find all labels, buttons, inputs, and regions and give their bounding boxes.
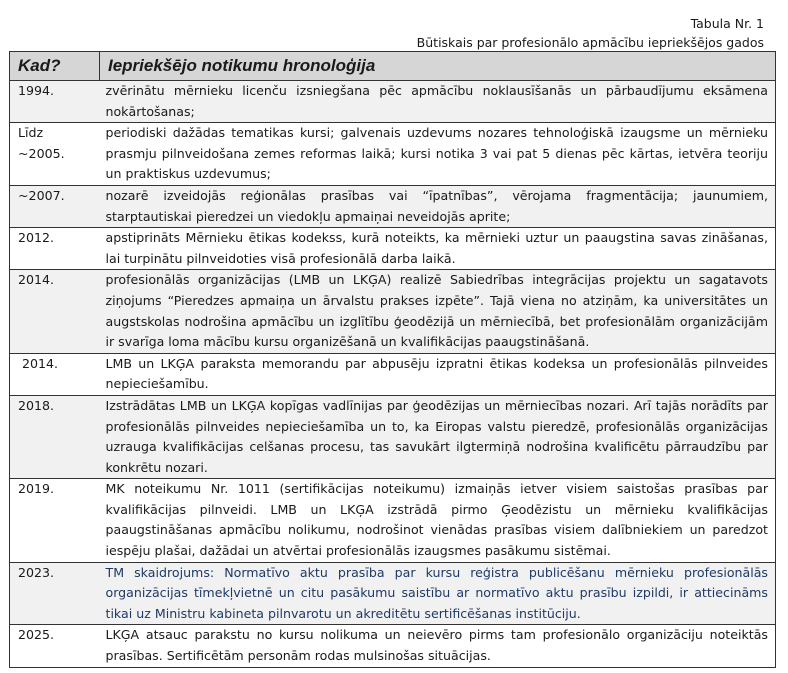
- table-row: [10, 123, 776, 186]
- row-date: 2025.: [10, 625, 100, 667]
- row-date: 2019.: [10, 479, 100, 562]
- table-row: [10, 81, 776, 123]
- row-date: Līdz ~2005.: [10, 123, 100, 186]
- row-text: nozarē izveidojās reģionālas prasības vai “īpatnības”, vērojama fragmentācija; jaunumiem, starptautiskai pieredzei un viedokļu apmaiņai neveidojās aprite;: [100, 185, 776, 227]
- row-text: periodiski dažādas tematikas kursi; galvenais uzdevums nozares tehnoloģiskā izaugsme un mērnieku prasmju pilnveidošana zemes reformas laikā; kursi notika 3 vai pat 5 dienas pēc kārtas, ietvēra teoriju un praktiskus uzdevumus;: [100, 123, 776, 186]
- table-row: [10, 395, 776, 478]
- row-text: zvērinātu mērnieku licenču izsniegšana pēc apmācību noklausīšanās un pārbaudījumu eksāmena nokārtošanas;: [100, 81, 776, 123]
- row-text: LMB un LKĢA paraksta memorandu par abpusēju izpratni ētikas kodeksa un profesionālās pilnveides nepieciešamību.: [100, 353, 776, 395]
- table-row: [10, 625, 776, 667]
- table-row: [10, 185, 776, 227]
- table-caption-title: Tabula Nr. 1: [690, 16, 764, 31]
- table-row: [10, 270, 776, 353]
- column-header-when: Kad?: [10, 52, 100, 81]
- row-text: apstiprināts Mērnieku ētikas kodekss, kurā noteikts, ka mērnieki uztur un paaugstina savas zināšanas, lai turpinātu pilnveidoties visā profesionālā darba laikā.: [100, 228, 776, 270]
- chronology-table: [9, 51, 776, 668]
- table-row: [10, 562, 776, 625]
- table-caption-subtitle: Būtiskais par profesionālo apmācību iepriekšējos gados: [416, 35, 764, 50]
- table-row: [10, 228, 776, 270]
- table-header-row: [10, 52, 776, 81]
- row-date: 2023.: [10, 562, 100, 625]
- row-date: ~2007.: [10, 185, 100, 227]
- row-date: 2018.: [10, 395, 100, 478]
- row-date: 2014.: [10, 270, 100, 353]
- row-date: 2014.: [10, 353, 100, 395]
- row-date: 1994.: [10, 81, 100, 123]
- row-date: 2012.: [10, 228, 100, 270]
- row-text: TM skaidrojums: Normatīvo aktu prasība par kursu reģistra publicēšanu mērnieku profesionālās organizācijas tīmekļvietnē un citu pasākumu saistību ar normatīvo aktu prasību izpildi, ir attiecināms tikai uz Ministru kabineta pilnvarotu un akreditētu sertificēšanas institūciju.: [100, 562, 776, 625]
- row-text: profesionālās organizācijas (LMB un LKĢA) realizē Sabiedrības integrācijas projektu un sagatavots ziņojums “Pieredzes apmaiņa un ārvalstu prakses izpēte”. Tajā viena no atziņām, ka universitātes un augstskolas nodrošina apmācību un izglītību ģeodēzijā un mērniecībā, bet profesionālām organizācijām ir svarīga loma mācību kursu organizēšanā un kvalifikācijas paaugstināšanā.: [100, 270, 776, 353]
- table-row: [10, 353, 776, 395]
- row-text: LKĢA atsauc parakstu no kursu nolikuma un neievēro pirms tam profesionālo organizāciju noteiktās prasības. Sertificētām personām rodas mulsinošas situācijas.: [100, 625, 776, 667]
- row-text: Izstrādātas LMB un LKĢA kopīgas vadlīnijas par ģeodēzijas un mērniecības nozari. Arī tajās norādīts par profesionālās pilnveides nepieciešamība un to, ka Eiropas valstu pieredzē, profesionālās organizācijas uzrauga kvalifikācijas celšanas procesu, tas savukārt ilgtermiņā nodrošina kvalificētu pārraudzību par konkrētu nozari.: [100, 395, 776, 478]
- column-header-chronology: Iepriekšējo notikumu hronoloģija: [100, 52, 776, 81]
- row-text: MK noteikumu Nr. 1011 (sertifikācijas noteikumu) izmaiņās ietver visiem saistošas prasības par kvalifikācijas pilnveidi. LMB un LKĢA izstrādā pirmo Ģeodēzistu un mērnieku kvalifikācijas paaugstināšanas apmācību nolikumu, nodrošinot vienādas prasības visiem dalībniekiem un paredzot iespēju plašai, dažādai un atvērtai profesionālās izaugsmes pasākumu sistēmai.: [100, 479, 776, 562]
- table-row: [10, 479, 776, 562]
